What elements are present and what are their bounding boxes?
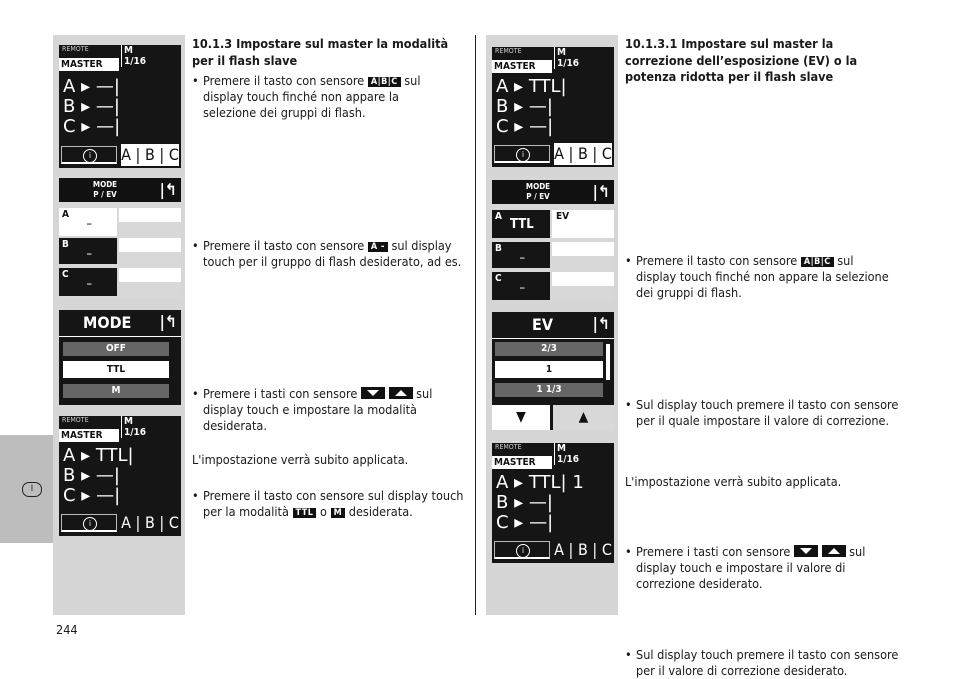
screen-master-groups [492, 47, 614, 167]
group-c-value[interactable] [552, 272, 614, 286]
group-b-row: B ▸ —| [63, 96, 120, 117]
info-icon: i [83, 517, 97, 531]
ev-option-1-1-3[interactable]: 1 1/3 [495, 383, 603, 397]
master-label: MASTER [59, 58, 119, 71]
info-icon: i [516, 544, 530, 558]
remote-label: REMOTE [495, 443, 522, 451]
mode-value: M 1/16 [121, 45, 146, 67]
back-icon[interactable]: |↰ [592, 182, 610, 201]
option-ttl[interactable]: TTL [63, 361, 169, 378]
down-arrow-icon [794, 545, 818, 557]
remote-label: REMOTE [62, 45, 89, 53]
ev-option-2-3[interactable]: 2/3 [495, 342, 603, 356]
group-c-row: C ▸ —| [63, 116, 121, 137]
mode-header: MODE P / EV |↰ [492, 180, 614, 204]
left-step-1: • Premere il tasto con sensore A|B|C sul display touch finché non appare la selezione dei gruppi di flash. [192, 73, 455, 122]
right-applied-note: L'impostazione verrà subito applicata. [625, 474, 842, 489]
left-step-4: • Premere il tasto con sensore sul display touch per la modalità TTL o M desiderata. [192, 488, 467, 520]
group-c-value[interactable] [119, 268, 181, 282]
ev-up-button[interactable]: ▲ [553, 405, 614, 430]
ev-option-1[interactable]: 1 [495, 361, 603, 378]
group-b-row: B ▸ —| [496, 492, 553, 513]
right-step-4: • Sul display touch premere il tasto con sensore per il valore di correzione desiderato. [625, 647, 906, 679]
abc-button[interactable]: A | B | C [121, 145, 179, 164]
right-step-1: • Premere il tasto con sensore A|B|C sul display touch finché non appare la selezione dei gruppi di flash. [625, 253, 891, 302]
screen-mode-select [59, 310, 181, 405]
option-off[interactable]: OFF [63, 342, 169, 356]
group-a-value[interactable] [119, 208, 181, 222]
remote-label: REMOTE [62, 416, 89, 424]
screen-master-ev [492, 443, 614, 563]
mode-value: M 1/16 [121, 416, 146, 438]
group-c-button[interactable]: C _ [59, 268, 117, 296]
left-heading: 10.1.3 Impostare sul master la modalità per il flash slave [192, 36, 449, 68]
abc-button[interactable]: A | B | C [554, 540, 612, 559]
group-a-row: A ▸ TTL| 1 [496, 472, 584, 493]
ev-down-button[interactable]: ▼ [492, 405, 550, 430]
ev-scrollbar[interactable] [606, 344, 610, 380]
info-button[interactable] [494, 541, 550, 559]
mode-title: MODE [83, 313, 132, 332]
mode-header: MODE P / EV |↰ [59, 178, 181, 202]
abc-button[interactable]: A | B | C [121, 513, 179, 532]
column-divider [475, 35, 476, 615]
left-step-3: • Premere i tasti con sensore sul display touch e impostare la modalità desiderata. [192, 386, 467, 435]
screen-master-ttl [59, 416, 181, 536]
group-b-button[interactable]: B _ [59, 238, 117, 264]
right-heading: 10.1.3.1 Impostare sul master la correzione dell’esposizione (EV) o la potenza ridotta per il flash slave [625, 36, 858, 84]
mode-value: M 1/16 [554, 443, 579, 465]
up-arrow-icon [389, 387, 413, 399]
group-a-row: A ▸ —| [63, 76, 120, 97]
back-icon[interactable]: |↰ [592, 314, 610, 333]
group-c-row: C ▸ —| [496, 116, 554, 137]
group-c-button[interactable]: C _ [492, 272, 550, 300]
up-arrow-icon [822, 545, 846, 557]
right-step-3: • Premere i tasti con sensore sul display touch e impostare il valore di correzione desiderato. [625, 544, 906, 593]
master-label: MASTER [492, 456, 552, 469]
screen-master-groups [59, 45, 181, 168]
group-b-button[interactable]: B _ [492, 242, 550, 268]
back-icon[interactable]: |↰ [159, 180, 177, 199]
group-b-row: B ▸ —| [63, 465, 120, 486]
info-button[interactable] [61, 514, 117, 532]
info-icon: i [516, 148, 530, 162]
screen-mode-pev [59, 178, 181, 298]
group-a-button[interactable]: A TTL [492, 210, 550, 238]
back-icon[interactable]: |↰ [159, 312, 177, 331]
master-label: MASTER [492, 60, 552, 73]
option-m[interactable]: M [63, 384, 169, 398]
page-number: 244 [56, 622, 78, 637]
master-label: MASTER [59, 429, 119, 442]
ev-title: EV [532, 315, 553, 334]
mode-value: M 1/16 [554, 47, 579, 69]
remote-label: REMOTE [495, 47, 522, 55]
info-button[interactable] [494, 145, 550, 163]
group-a-button[interactable]: A _ [59, 208, 117, 236]
group-a-row: A ▸ TTL| [63, 445, 134, 466]
screen-ev-select [492, 312, 614, 430]
abc-button[interactable]: A | B | C [554, 144, 612, 163]
right-step-2: • Sul display touch premere il tasto con sensore per il quale impostare il valore di correzione. [625, 397, 906, 429]
group-b-row: B ▸ —| [496, 96, 553, 117]
down-arrow-icon [361, 387, 385, 399]
group-c-row: C ▸ —| [496, 512, 554, 533]
left-applied-note: L'impostazione verrà subito applicata. [192, 452, 409, 467]
info-button[interactable] [61, 146, 117, 164]
group-b-value[interactable] [119, 238, 181, 252]
group-b-value[interactable] [552, 242, 614, 256]
group-a-row: A ▸ TTL| [496, 76, 567, 97]
info-icon: i [83, 149, 97, 163]
language-tab-icon: I [22, 482, 42, 497]
left-step-2: • Premere il tasto con sensore A - sul display touch per il gruppo di flash desiderato, ad es. [192, 238, 478, 270]
group-a-ev-value[interactable]: EV [552, 210, 614, 238]
group-c-row: C ▸ —| [63, 485, 121, 506]
screen-mode-pev [492, 180, 614, 300]
